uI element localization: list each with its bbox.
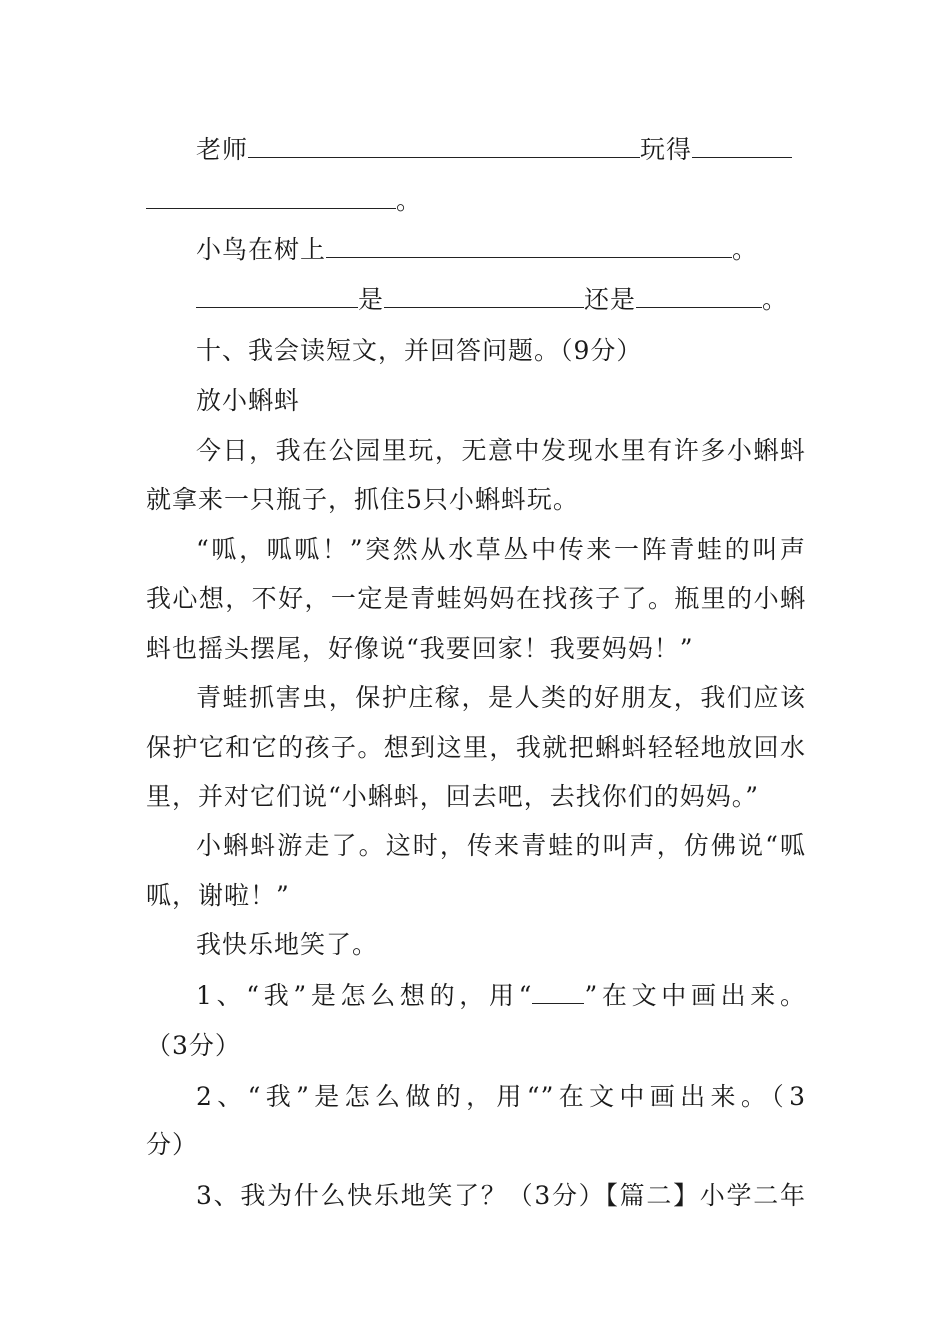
- question-2-score: 分）: [146, 1130, 199, 1159]
- underline-symbol: [532, 981, 584, 1004]
- fill-in-row-1: [196, 133, 806, 167]
- passage-line: 蚪也摇头摆尾，好像说“我要回家！我要妈妈！”: [146, 634, 694, 663]
- fill-in-row-2: [146, 184, 806, 218]
- label-is: 是: [358, 285, 385, 314]
- passage-line: 呱，谢啦！”: [146, 881, 290, 910]
- label-teacher: 老师: [196, 135, 249, 164]
- story-title: 放小蝌蚪: [196, 386, 301, 415]
- fill-in-row-3: [196, 233, 806, 267]
- answer-blank[interactable]: [384, 283, 584, 308]
- passage-line: 我快乐地笑了。: [196, 930, 379, 959]
- answer-blank[interactable]: [636, 283, 762, 308]
- passage-line: 今日，我在公园里玩，无意中发现水里有许多小蝌蚪: [196, 436, 806, 465]
- passage-line: “呱，呱呱！”突然从水草丛中传来一阵青蛙的叫声: [196, 535, 806, 564]
- question-1-score: （3分）: [146, 1031, 241, 1060]
- passage-line: 里，并对它们说“小蝌蚪，回去吧，去找你们的妈妈。”: [146, 782, 760, 811]
- question-text: 1、“我”是怎么想的，用“: [196, 981, 533, 1010]
- period-mark: 。: [732, 235, 759, 264]
- fill-in-row-4: [196, 283, 806, 317]
- answer-blank[interactable]: [326, 233, 732, 258]
- period-mark: 。: [762, 285, 789, 314]
- label-or: 还是: [584, 285, 637, 314]
- answer-blank[interactable]: [248, 133, 640, 158]
- label-play: 玩得: [640, 135, 693, 164]
- passage-line: 小蝌蚪游走了。这时，传来青蛙的叫声，仿佛说“呱: [196, 831, 806, 860]
- question-2: 2、“我”是怎么做的，用“”在文中画出来。（3: [196, 1082, 806, 1111]
- answer-blank[interactable]: [146, 184, 396, 209]
- period-mark: 。: [396, 186, 423, 215]
- question-1: [196, 979, 806, 1013]
- passage-line: 保护它和它的孩子。想到这里，我就把蝌蚪轻轻地放回水: [146, 733, 806, 762]
- passage-line: 我心想，不好，一定是青蛙妈妈在找孩子了。瓶里的小蝌: [146, 584, 806, 613]
- answer-blank[interactable]: [692, 133, 792, 158]
- section-heading: 十、我会读短文，并回答问题。（9分）: [196, 336, 643, 365]
- question-3: 3、我为什么快乐地笑了？（3分）【篇二】小学二年: [196, 1181, 806, 1210]
- question-text: ”在文中画出来。: [584, 981, 806, 1010]
- label-bird-on-tree: 小鸟在树上: [196, 235, 327, 264]
- answer-blank[interactable]: [196, 283, 358, 308]
- passage-line: 就拿来一只瓶子，抓住5只小蝌蚪玩。: [146, 485, 579, 514]
- passage-line: 青蛙抓害虫，保护庄稼，是人类的好朋友，我们应该: [196, 683, 806, 712]
